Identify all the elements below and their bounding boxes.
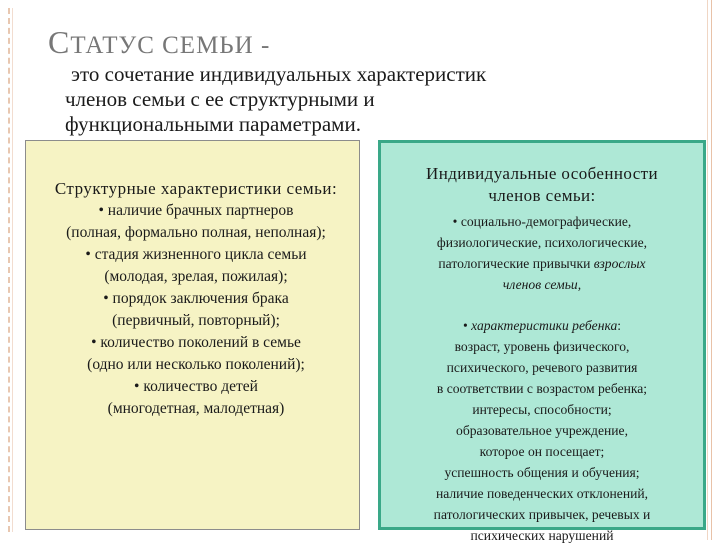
definition-line: функциональными параметрами. [65,112,361,136]
list-line: образовательное учреждение, [456,423,628,438]
list-line: физиологические, психологические, [436,235,648,250]
list-line-plain: патологические привычки [438,256,594,271]
list-line: • количество поколений в семье [91,334,301,351]
title-rest: ТАТУС СЕМЬИ - [70,32,271,59]
definition-text [65,62,655,137]
definition-line: членов семьи с ее структурными и [65,87,375,111]
list-line: (полная, формально полная, неполная); [66,224,326,241]
list-line: • наличие брачных партнеров [98,202,294,219]
list-line: • порядок заключения брака [103,290,289,307]
child-label-line [378,315,706,336]
list-line: (одно или несколько поколений); [87,356,305,373]
title-initial-cap: С [48,24,71,60]
child-label: характеристики ребенка [471,318,618,333]
list-line: (первичный, повторный); [112,312,280,329]
individual-heading [378,163,706,207]
adult-features-item [378,211,706,295]
list-line: возраст, уровень физического, [454,339,630,354]
list-line: • стадия жизненного цикла семьи [85,246,307,263]
list-line: • количество детей [134,378,258,395]
list-line [378,253,706,274]
slide-title [48,24,270,61]
heading-line: членов семьи: [488,186,596,205]
individual-features-content [378,163,706,546]
list-line: (молодая, зрелая, пожилая); [104,268,288,285]
colon: : [617,318,622,333]
list-line: успешность общения и обучения; [444,465,640,480]
list-line: в соответствии с возрастом ребенка; [436,381,648,396]
list-line: психических нарушений [470,528,614,543]
list-line-italic: взрослых [593,256,646,271]
list-line: психического, речевого развития [446,360,638,375]
decorative-right-line-inner [707,0,708,540]
list-line: наличие поведенческих отклонений, [435,486,649,501]
list-line: (многодетная, малодетная) [107,400,285,417]
list-line: • социально-демографические, [452,214,632,229]
list-line: которое он посещает; [479,444,605,459]
decorative-right-line [711,0,712,540]
list-line: патологических привычек, речевых и [433,507,651,522]
structural-heading: Структурные характеристики семьи: [54,179,338,198]
list-line-italic: членов семьи, [502,277,582,292]
structural-characteristics-content [0,178,392,420]
list-line: интересы, способности; [472,402,612,417]
heading-line: Индивидуальные особенности [426,164,658,183]
child-features-item [378,315,706,546]
definition-line: это сочетание индивидуальных характеристик [71,62,487,86]
bullet: • [462,318,472,333]
